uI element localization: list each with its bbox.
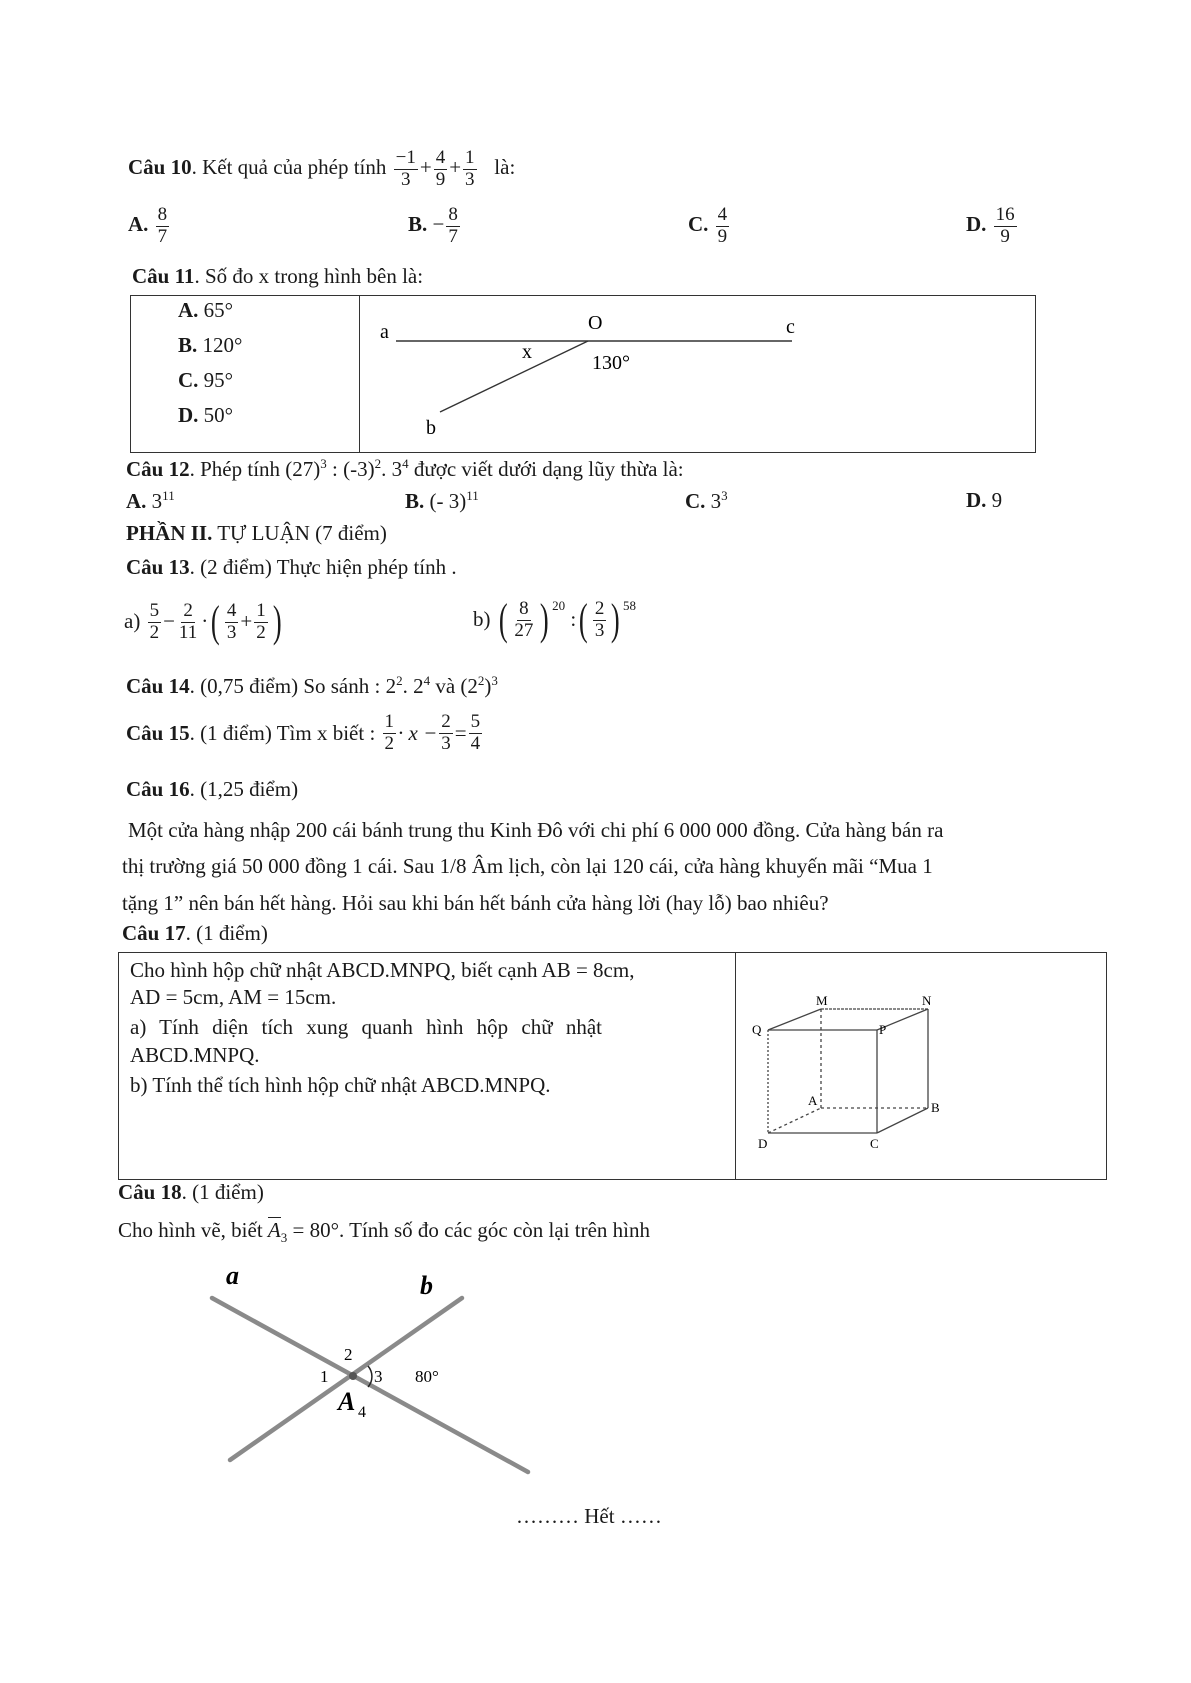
q13-part-a: a) $\frac{5}{2}$ − $\frac{2}{11}$ · ( $\frac{4}{3}$ + $\frac{1}{2}$ ) [124,597,282,646]
q10-option-b: B. − $\frac{8}{7}$ [408,204,458,247]
q11-option-c: C. 95° [178,368,234,392]
q16-stem: Câu 16. (1,25 điểm) [126,777,299,801]
q11-figure [360,296,1034,452]
angle-label-2: 2 [344,1345,353,1364]
label-a: a [380,321,389,343]
q13-stem: Câu 13. (2 điểm) Thực hiện phép tính . [126,555,457,579]
angle-label-1: 1 [320,1367,329,1386]
label-o: O [588,312,603,334]
q17-line1: Cho hình hộp chữ nhật ABCD.MNPQ, biết cạnh AB = 8cm, [130,958,635,982]
q12-option-c: C. $3^3$ [685,488,728,513]
q11-option-b: B. 120° [178,333,243,357]
q10-tail: là: [494,155,516,180]
q10-frac1: $\frac{-1}{3}$ [395,147,416,190]
label-angle: 130° [592,352,630,374]
label-c: c [786,316,795,338]
plus-sign: + [449,155,462,180]
q11-option-a: A. 65° [178,298,234,322]
q12-stem: Câu 12. Phép tính $(27)^3$ : $(-3)^2$. $3^4$ được viết dưới dạng lũy thừa là: [126,456,684,481]
plus-sign: + [419,155,432,180]
q18-stem: Câu 18. (1 điểm) [118,1180,264,1204]
q16-paragraph-line3: tặng 1” nên bán hết hàng. Hỏi sau khi bán hết bánh cửa hàng lời (hay lỗ) bao nhiêu? [122,891,829,915]
q10-stem [128,148,515,191]
q16-paragraph-line1: Một cửa hàng nhập 200 cái bánh trung thu Kinh Đô với chi phí 6 000 000 đồng. Cửa hàng bán ra [128,818,944,842]
angle-value: 80° [415,1367,439,1386]
q15-stem: Câu 15 . (1 điểm) Tìm x biết : $\frac{1}{2}$ · x − $\frac{2}{3}$ = $\frac{5}{4}$ [126,711,481,754]
q10-text: . Kết quả của phép tính [191,155,387,180]
q12-option-a: A. $3^{11}$ [126,488,175,513]
q17-line4: ABCD.MNPQ. [130,1043,260,1067]
q14-stem: Câu 14. (0,75 điểm) So sánh : $2^2$. $2^4$ và $(2^2)^3$ [126,673,498,698]
q17-line3: a) Tính diện tích xung quanh hình hộp chữ nhật [130,1015,603,1039]
label-point-a: A [338,1387,356,1416]
q18-figure [200,1260,560,1490]
vertex-b: B [931,1100,940,1115]
q12-option-b: B. (- 3)$^{11}$ [405,488,479,513]
end-marker: ……… Hết …… [516,1504,662,1528]
angle-label-3: 3 [374,1367,383,1386]
q12-option-d: D. 9 [966,488,1003,512]
q13-part-b: b) ( $\frac{8}{27}$ ) $^{20}$ : ( $\frac{2}{3}$ ) $^{58}$ [473,595,636,644]
q11-stem: Câu 11. Số đo x trong hình bên là: [132,264,424,288]
q17-line5: b) Tính thể tích hình hộp chữ nhật ABCD.MNPQ. [130,1073,551,1097]
q10-label: Câu 10 [128,155,192,180]
vertex-c: C [870,1136,879,1151]
vertex-p: P [879,1022,887,1037]
part2-heading: PHẦN II. TỰ LUẬN (7 điểm) [126,521,387,545]
q10-option-d: D. $\frac{16}{9}$ [966,204,1015,247]
q16-paragraph-line2: thị trường giá 50 000 đồng 1 cái. Sau 1/8 Âm lịch, còn lại 120 cái, cửa hàng khuyến mãi “Mua 1 [122,854,933,878]
q17-box-divider [735,952,736,1180]
q11-option-d: D. 50° [178,403,234,427]
q10-frac3: $\frac{1}{3}$ [465,147,475,190]
label-x: x [522,341,532,363]
vertex-d: D [758,1136,768,1151]
q17-line2: AD = 5cm, AM = 15cm. [130,985,337,1009]
label-b: b [420,1271,433,1300]
vertex-n: N [922,993,932,1008]
q17-stem: Câu 17. (1 điểm) [122,921,268,945]
q10-option-c: C. $\frac{4}{9}$ [688,204,728,247]
q10-frac2: $\frac{4}{9}$ [435,147,446,190]
vertex-q: Q [752,1022,762,1037]
label-a: a [226,1261,239,1290]
q18-question: Cho hình vẽ, biết $A_3 = 80^\circ$. Tính số đo các góc còn lại trên hình [118,1218,651,1246]
q10-option-a: A. $\frac{8}{7}$ [128,204,168,247]
line-ob [440,341,588,412]
vertex-m: M [816,993,828,1008]
vertex-a: A [808,1093,818,1108]
label-b: b [426,417,436,439]
q17-box-figure [740,990,960,1160]
label-sub-4: 4 [358,1404,366,1421]
